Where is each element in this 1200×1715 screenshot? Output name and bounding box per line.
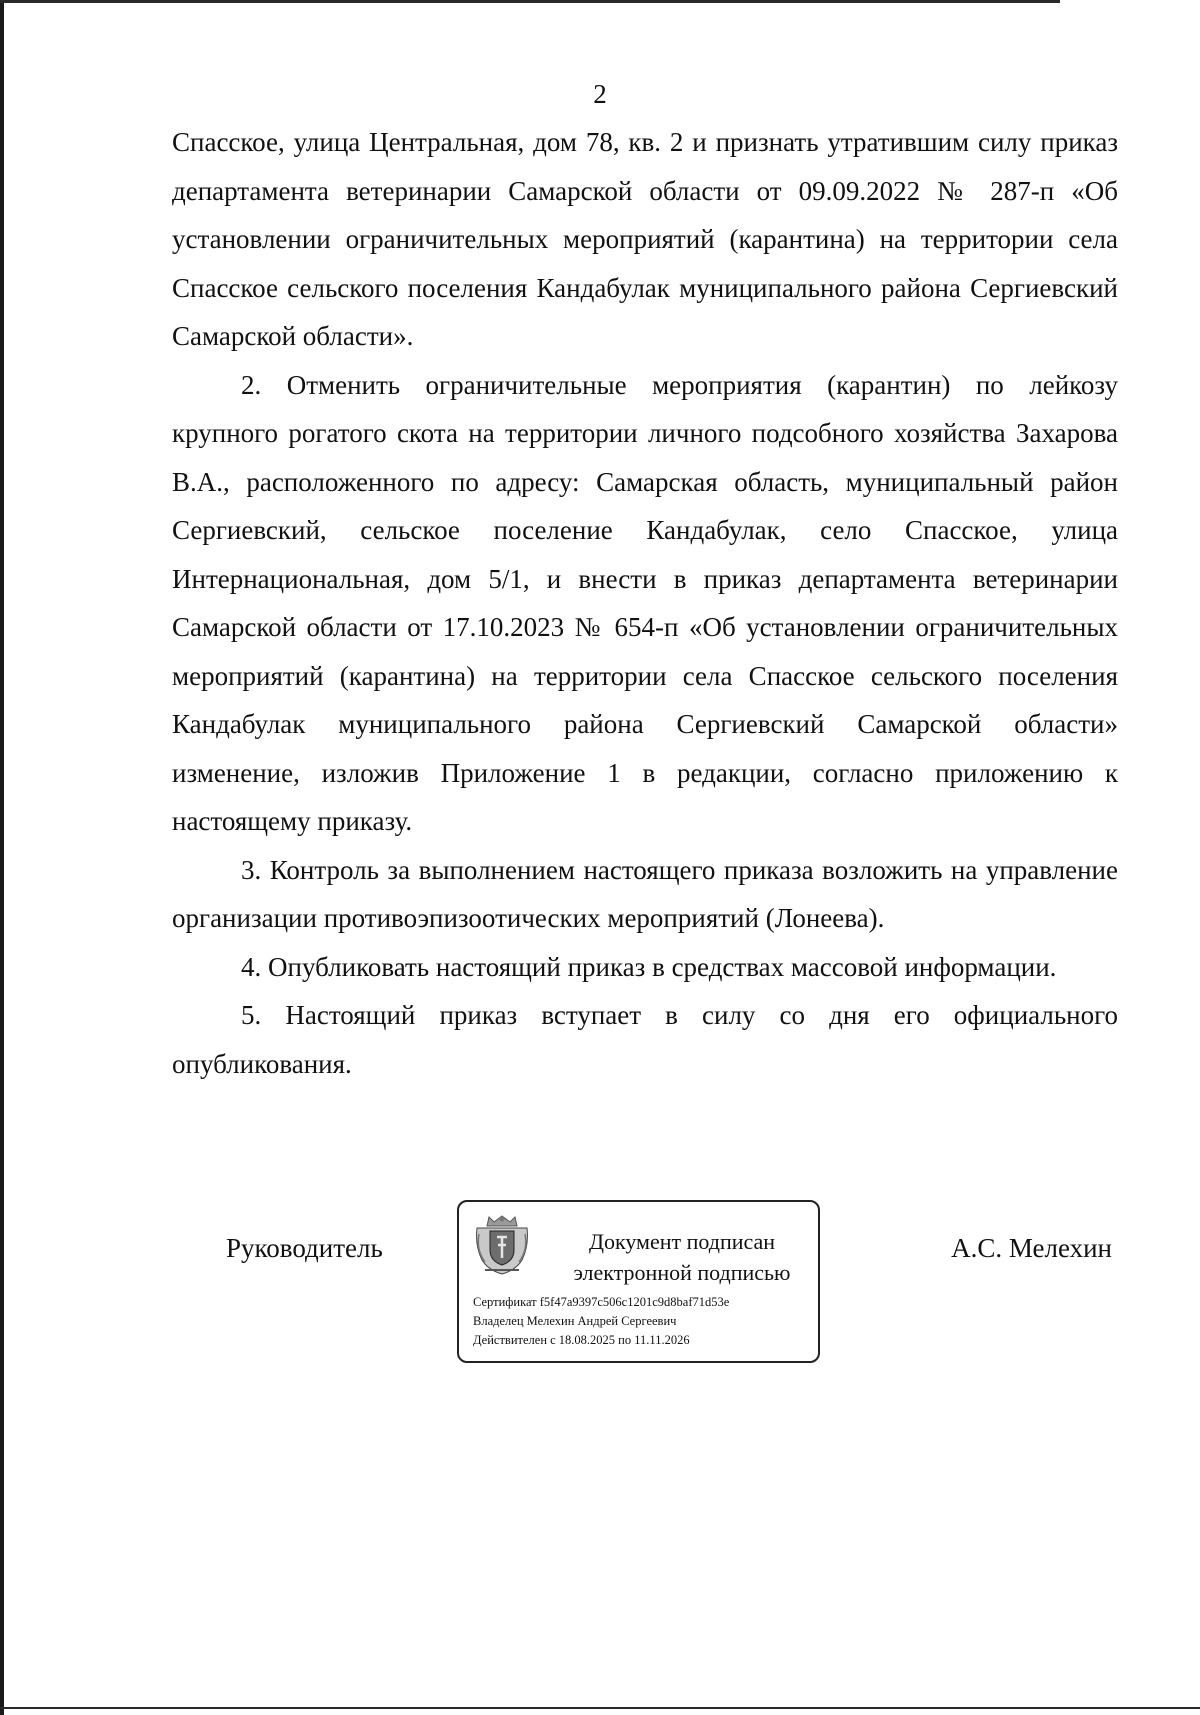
- stamp-title-line-1: Документ подписан: [588, 1229, 776, 1254]
- paragraph-continuation: Спасское, улица Центральная, дом 78, кв. 2 и признать утратившим силу приказ департамента ветеринарии Самарской области от 09.09.2022 № 287-п «Об установлении ограничительных мероприятий (карантина) на территории села Спасское сельского поселения Кандабулак муниципального района Сергиевский Самарской области».: [172, 127, 1118, 351]
- samara-coat-of-arms-icon: [473, 1212, 531, 1278]
- paragraph-2: 2. Отменить ограничительные мероприятия (карантин) по лейкозу крупного рогатого скота на территории личного подсобного хозяйства Захарова В.А., расположенного по адресу: Самарская область, муниципальный район Сергиевский, сельское поселение Кандабулак, село Спасское, улица Интернациональная, дом 5/1, и внести в приказ департамента ветеринарии Самарской области от 17.10.2023 № 654-п «Об установлении ограничительных мероприятий (карантина) на территории села Спасское сельского поселения Кандабулак муниципального района Сергиевский Самарской области» изменение, изложив Приложение 1 в редакции, согласно приложению к настоящему приказу.: [172, 369, 1118, 836]
- document-body: [172, 118, 1118, 1088]
- paragraph-4: 4. Опубликовать настоящий приказ в средствах массовой информации.: [241, 951, 1057, 982]
- stamp-certificate: Сертификат f5f47a9397c506c1201c9d8baf71d53e: [473, 1295, 730, 1309]
- stamp-details: [473, 1293, 813, 1350]
- stamp-title-line-2: электронной подписью: [573, 1260, 791, 1285]
- page-number: 2: [593, 79, 607, 109]
- stamp-title: [557, 1226, 807, 1288]
- signer-name: А.С. Мелехин: [951, 1233, 1112, 1263]
- stamp-validity: Действителен с 18.08.2025 по 11.11.2026: [473, 1333, 690, 1347]
- scan-left-edge: [0, 0, 4, 1715]
- stamp-owner: Владелец Мелехин Андрей Сергеевич: [473, 1314, 677, 1328]
- electronic-signature-stamp: [457, 1200, 820, 1363]
- scan-bottom-edge: [0, 1707, 1200, 1709]
- signer-role: Руководитель: [226, 1233, 383, 1263]
- paragraph-5: 5. Настоящий приказ вступает в силу со дня его официального опубликования.: [172, 1000, 1118, 1079]
- scan-top-edge: [0, 0, 1060, 3]
- paragraph-3: 3. Контроль за выполнением настоящего приказа возложить на управление организации противоэпизоотических мероприятий (Лонеева).: [172, 854, 1118, 933]
